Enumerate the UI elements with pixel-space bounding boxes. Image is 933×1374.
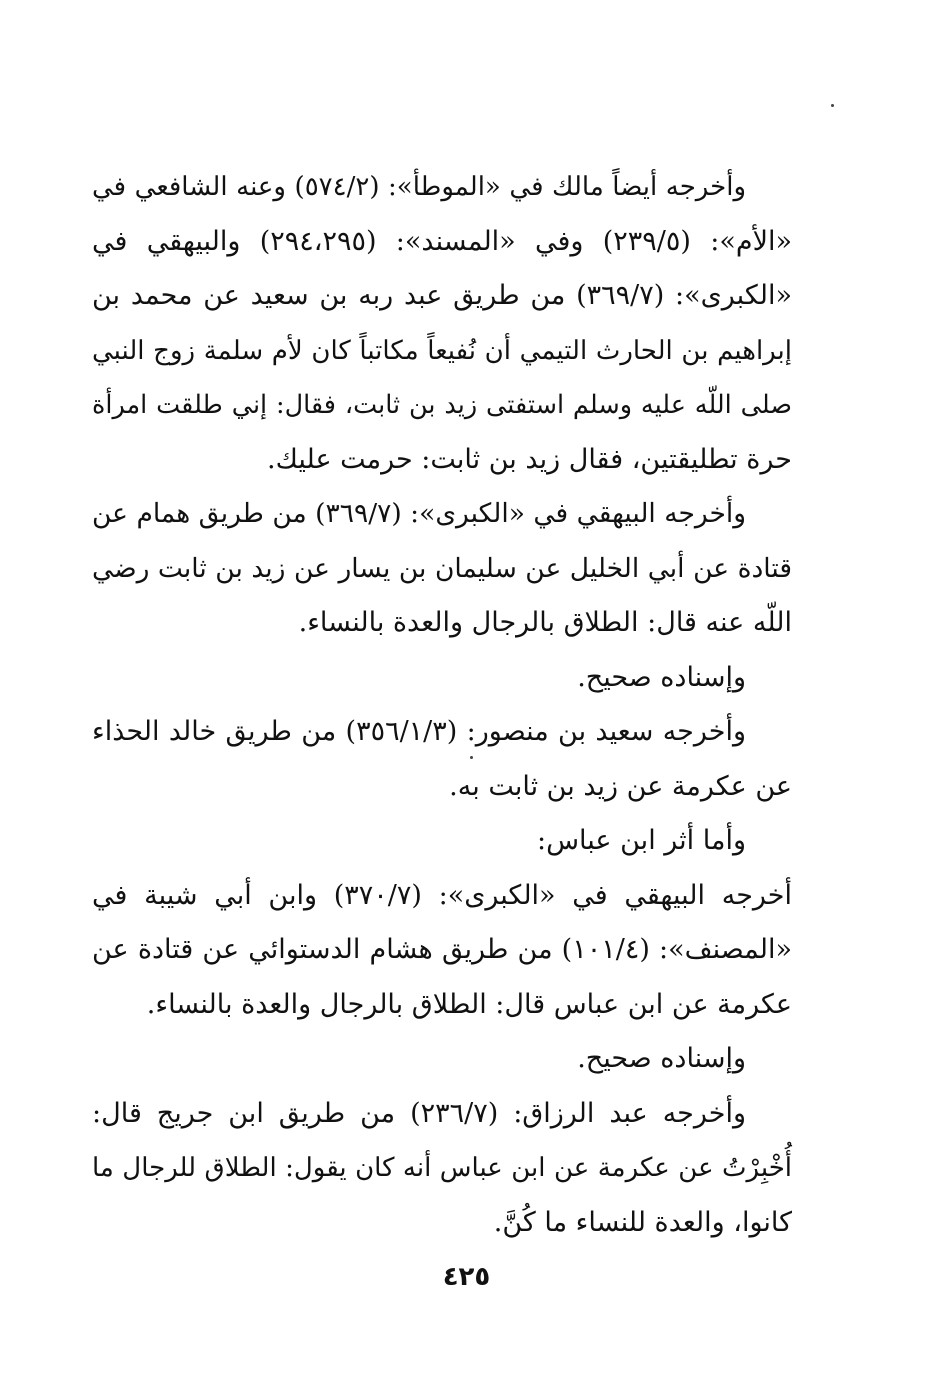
text-line-15: «المصنف»: (١٠١/٤) من طريق هشام الدستوائي عن قتادة عن [92,934,792,965]
text-line-1: وأخرجه أيضاً مالك في «الموطأ»: (٥٧٤/٢) وعنه الشافعي في [92,172,747,202]
text-line-8: قتادة عن أبي الخليل عن سليمان بن يسار عن زيد بن ثابت رضي [92,552,792,584]
text-line-9: اللّه عنه قال: الطلاق بالرجال والعدة بالنساء. [298,607,792,638]
text-line-17: وإسناده صحيح. [577,1043,746,1074]
text-line-16: عكرمة عن ابن عباس قال: الطلاق بالرجال والعدة بالنساء. [146,988,792,1020]
text-line-14: أخرجه البيهقي في «الكبرى»: (٣٧٠/٧) وابن أبي شيبة في [92,879,792,911]
text-line-6: حرة تطليقتين، فقال زيد بن ثابت: حرمت عليك. [267,443,792,475]
text-line-11: وأخرجه سعيد بن منصور: (٣٥٦/١/٣) من طريق خالد الحذاء [92,716,746,747]
text-line-18: وأخرجه عبد الرزاق: (٢٣٦/٧) من طريق ابن جريج قال: [92,1097,746,1129]
text-line-12: عن عكرمة عن زيد بن ثابت به. [449,770,792,802]
text-line-4: إبراهيم بن الحارث التيمي أن نُفيعاً مكاتباً كان لأم سلمة زوج النبي [92,335,792,366]
text-line-2: «الأم»: (٢٣٩/٥) وفي «المسند»: (٢٩٤،٢٩٥) والبيهقي في [92,225,792,257]
text-line-7: وأخرجه البيهقي في «الكبرى»: (٣٦٩/٧) من طريق همام عن [92,498,746,529]
text-line-10: وإسناده صحيح. [577,661,746,693]
text-line-5: صلى اللّه عليه وسلم استفتى زيد بن ثابت، فقال: إني طلقت امرأة [92,390,792,420]
text-line-13: وأما أثر ابن عباس: [537,825,746,856]
text-line-19: أُخْبِرْتُ عن عكرمة عن ابن عباس أنه كان يقول: الطلاق للرجال ما [92,1153,792,1183]
body-text [92,160,792,1250]
page-number: ٤٢٥ [442,1262,491,1292]
text-line-3: «الكبرى»: (٣٦٩/٧) من طريق عبد ربه بن سعيد عن محمد بن [92,280,792,311]
text-line-20: كانوا، والعدة للنساء ما كُنَّ. [493,1206,792,1238]
paper-speck [831,104,834,107]
